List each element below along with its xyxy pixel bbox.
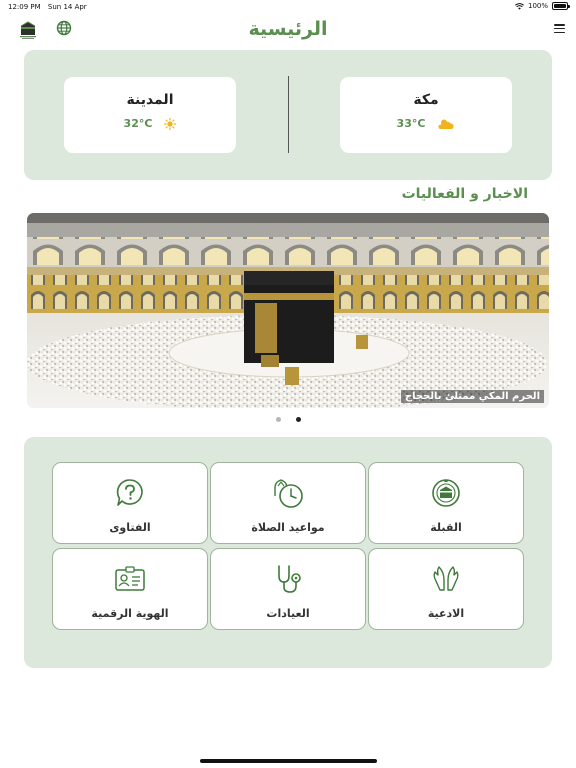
carousel-dot-active[interactable]: [296, 417, 301, 422]
qibla-icon: [429, 476, 463, 510]
status-bar: [0, 0, 576, 14]
service-fatwas[interactable]: [52, 462, 208, 544]
service-prayer-times[interactable]: [210, 462, 366, 544]
service-label: العيادات: [266, 607, 310, 620]
service-clinics[interactable]: [210, 548, 366, 630]
question-bubble-icon: [113, 476, 147, 510]
hamburger-menu-icon[interactable]: [554, 24, 565, 33]
partly-cloudy-icon: [437, 118, 455, 130]
battery-percent: 100%: [527, 2, 548, 10]
service-label: الهوية الرقمية: [91, 607, 169, 620]
status-date: Sun 14 Apr: [47, 3, 87, 11]
home-indicator[interactable]: [200, 759, 377, 763]
weather-divider: [288, 76, 289, 153]
service-label: مواعيد الصلاة: [251, 521, 325, 534]
stethoscope-icon: [271, 562, 305, 596]
service-qibla[interactable]: [368, 462, 524, 544]
news-banner-image[interactable]: [27, 213, 549, 408]
services-panel: [24, 437, 552, 668]
carousel-dot[interactable]: [276, 417, 281, 422]
city-name: مكة: [413, 92, 439, 108]
status-time: 12:09 PM: [8, 3, 41, 11]
sun-icon: [164, 118, 176, 130]
news-section-title: الاخبار و الفعاليات: [401, 186, 528, 202]
weather-card-madina[interactable]: [64, 77, 236, 153]
service-label: الادعية: [427, 607, 465, 620]
weather-card-makkah[interactable]: [340, 77, 512, 153]
weather-panel: [24, 50, 552, 180]
city-name: المدينة: [126, 92, 174, 108]
banner-caption: الحرم المكي ممتلئ بالحجاج: [401, 390, 544, 403]
navigation-bar: [0, 14, 576, 48]
city-temperature: 32°C: [123, 117, 153, 130]
service-duas[interactable]: [368, 548, 524, 630]
page-title: الرئيسية: [248, 18, 328, 40]
carousel-page-indicator[interactable]: [0, 417, 576, 422]
service-digital-id[interactable]: [52, 548, 208, 630]
id-card-icon: [113, 562, 147, 596]
service-label: القبلة: [430, 521, 462, 534]
praying-hands-icon: [429, 562, 463, 596]
service-label: الفتاوى: [109, 521, 151, 534]
city-temperature: 33°C: [396, 117, 426, 130]
wifi-icon: [515, 3, 524, 10]
prayer-times-icon: [271, 476, 305, 510]
battery-icon: [552, 2, 568, 10]
